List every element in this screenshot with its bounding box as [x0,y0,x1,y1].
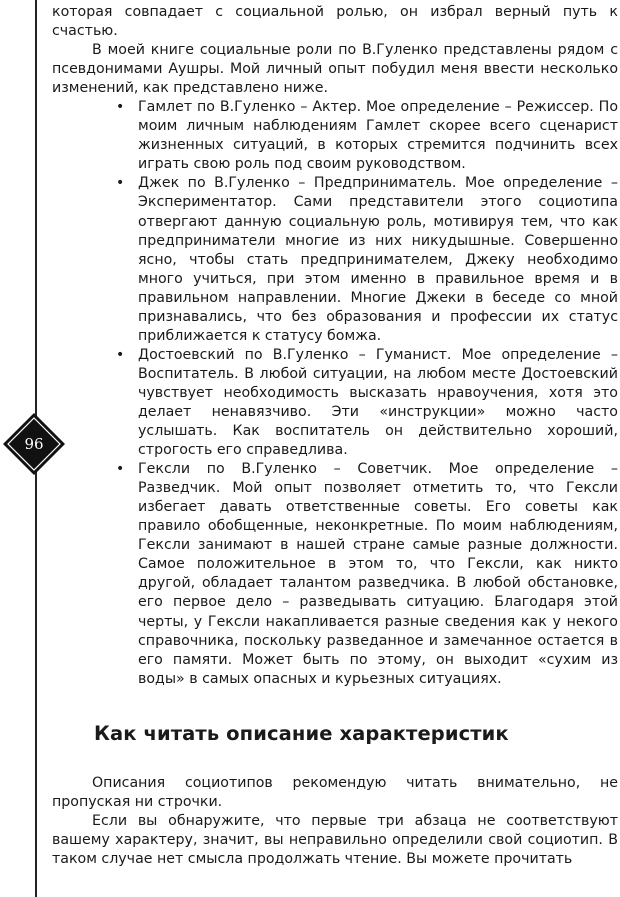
section-heading: Как читать описание характеристик [94,721,509,745]
list-item: • Джек по В.Гуленко – Предприниматель. Мое определение – Экспериментатор. Сами представители этого социотипа отвергают данную социальную роль, мотивируя тем, что как предприниматели многие из них никудышные. Совершенно ясно, чтобы стать предпринимателем, Джеку необходимо много учиться, при этом именно в правильное время и в правильном направлении. Многие Джеки в беседе со мной признавались, что без образования и профессии их статус приближается к статусу бомжа. [52,174,618,345]
list-item: • Гамлет по В.Гуленко – Актер. Мое определение – Режиссер. По моим личным наблюдениям Гамлет скорее всего сценарист жизненных ситуаций, в которых стремится подчинить всех играть свою роль под своим руководством. [52,98,618,174]
paragraph: которая совпадает с социальной ролью, он избрал верный путь к счастью. [52,4,618,40]
paragraph: Если вы обнаружите, что первые три абзаца не соответствуют вашему характеру, значит, вы неправильно определили свой социотип. В таком случае нет смысла продолжать чтение. Вы можете прочитать [52,812,618,867]
list-item: • Достоевский по В.Гуленко – Гуманист. Мое определение – Воспитатель. В любой ситуации, на любом месте Достоевский чувствует необходимость высказать нравоучения, хотя это делает ненавязчиво. Эти «инструкции» можно часто услышать. Как воспитатель он действительно хороший, строгость его справедлива. [52,346,618,460]
list-item: • Гексли по В.Гуленко – Советчик. Мое определение – Разведчик. Мой опыт позволяет отметить то, что Гексли избегает давать ответственные советы. Его советы как правило обобщенные, неконкретные. По моим наблюдениям, Гексли занимают в нашей стране самые разные должности. Самое положительное в этом то, что Гексли, как никто другой, обладает талантом разведчика. В любой обстановке, его первое дело – разведывать ситуацию. Благодаря этой черты, у Гексли накапливается разные сведения как у некого справочника, поскольку разведанное и замечанное остается в его памяти. Может быть по этому, он выходит «сухим из воды» в самых опасных и курьезных ситуациях. [52,460,618,689]
page-number: 96 [24,435,44,453]
bullet-list [52,98,618,688]
paragraph: Описания социотипов рекомендую читать внимательно, не пропуская ни строчки. [52,774,618,810]
page-content [52,3,618,869]
paragraph: В моей книге социальные роли по В.Гуленко представлены рядом с псевдонимами Аушры. Мой личный опыт побудил меня ввести несколько изменений, как представлено ниже. [52,42,618,97]
